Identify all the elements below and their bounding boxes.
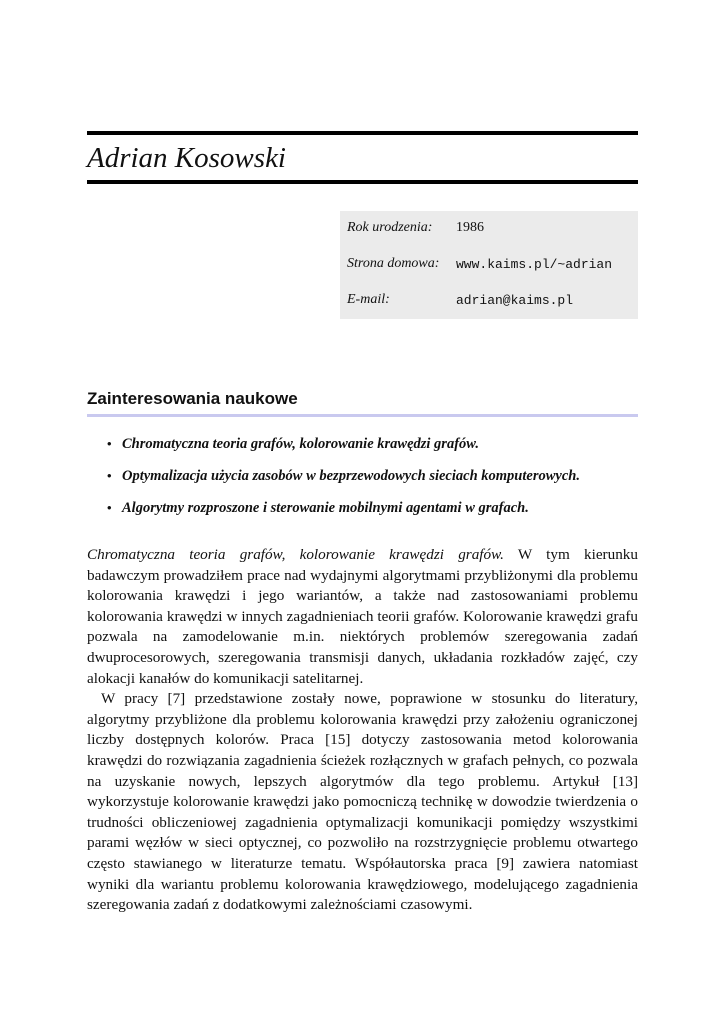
- interest-text: Optymalizacja użycia zasobów w bezprzewodowych sieciach komputerowych.: [122, 467, 580, 484]
- email-label: E-mail:: [347, 292, 390, 307]
- person-name: Adrian Kosowski: [87, 142, 286, 174]
- list-item: [107, 492, 647, 524]
- section-rule: [87, 414, 638, 417]
- paragraph-1: [87, 545, 638, 689]
- bullet-icon: •: [107, 468, 112, 483]
- personal-info-box: [340, 211, 638, 319]
- bullet-icon: •: [107, 436, 112, 451]
- paragraph-2: W pracy [7] przedstawione zostały nowe, poprawione w stosunku do literatury, algorytmy przybliżone dla problemu kolorowania krawędzi przy założeniu ograniczonej liczby dostępnych kolorów. Praca [15] dotyczy zastosowania metod kolorowania krawędzi do rozwiązania zagadnienia ścieżek rozłącznych w grafach pełnych, co pozwala na uzyskanie nowych, lepszych algorytmów dla tego problemu. Artykuł [13] wykorzystuje kolorowanie krawędzi jako pomocniczą technikę w dowodzie twierdzenia o trudności obliczeniowej zagadnienia optymalizacji komunikacji pomiędzy wszystkimi parami węzłów w sieci optycznej, co pozwoliło na rozstrzygnięcie problemu otwartego często stawianego w literaturze tematu. Współautorska praca [9] zawiera natomiast wyniki dla wariantu problemu kolorowania krawędziowego, modelującego zagadnienia szeregowania zadań z dodatkowymi zależnościami czasowymi.: [87, 690, 638, 914]
- birth-year-label: Rok urodzenia:: [347, 220, 433, 235]
- homepage-label: Strona domowa:: [347, 256, 440, 271]
- section-title-interests: Zainteresowania naukowe: [87, 389, 298, 408]
- bullet-icon: •: [107, 500, 112, 515]
- birth-year-value: 1986: [456, 220, 484, 235]
- interest-text: Chromatyczna teoria grafów, kolorowanie krawędzi grafów.: [122, 435, 480, 452]
- info-row-homepage: [347, 254, 612, 274]
- list-item: [107, 428, 647, 460]
- homepage-link[interactable]: www.kaims.pl/~adrian: [456, 256, 613, 272]
- list-item: [107, 460, 647, 492]
- email-link[interactable]: adrian@kaims.pl: [456, 292, 574, 308]
- interests-list: [107, 428, 647, 524]
- paragraph-1-text: W tym kierunku badawczym prowadziłem prace nad wydajnymi algorytmami przybliżonymi dla problemu kolorowania krawędzi i jego wariantów, a także nad zastosowaniami problemu kolorowania krawędzi w innych zagadnieniach teorii grafów. Kolorowanie krawędzi grafu pozwala na zamodelowanie m.in. niektórych problemów szeregowania zadań dwuprocesorowych, szeregowania transmisji danych, układania rozkładów zajęć, czy alokacji kanałów do komunikacji satelitarnej.: [87, 546, 638, 687]
- interest-text: Algorytmy rozproszone i sterowanie mobilnymi agentami w grafach.: [122, 499, 529, 516]
- name-bottom-rule: [87, 180, 638, 184]
- body-text: [87, 545, 638, 916]
- paragraph-1-lead: Chromatyczna teoria grafów, kolorowanie krawędzi grafów.: [87, 546, 504, 563]
- info-row-email: [347, 290, 573, 310]
- top-rule: [87, 131, 638, 135]
- info-row-birth-year: [347, 218, 484, 238]
